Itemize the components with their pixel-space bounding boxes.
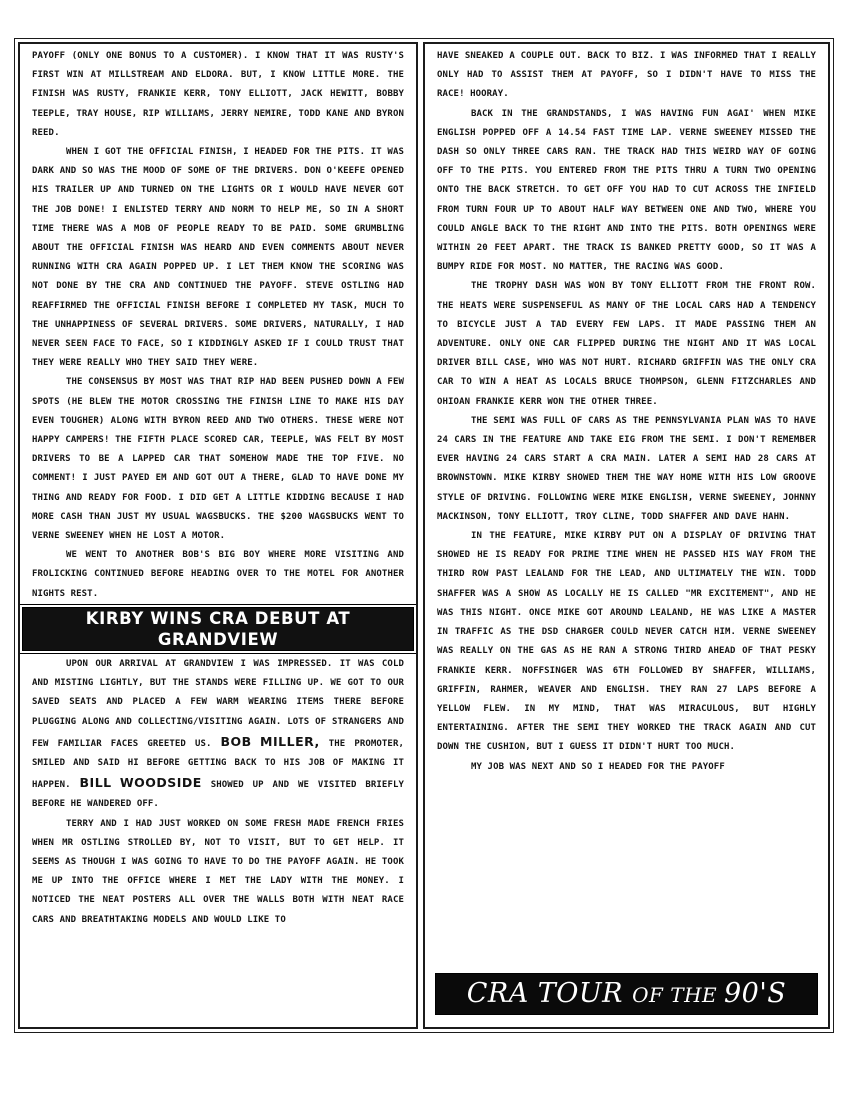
paragraph-consensus: THE CONSENSUS BY MOST WAS THAT RIP HAD BEEN PUSHED DOWN A FEW SPOTS (HE BLEW THE MOTOR CROSSING THE FINISH LINE TO MAKE HIS DAY EVEN TOUGHER) ALONG WITH BYRON REED AND TWO OTHERS. THESE WERE NOT HAPPY CAMPERS! THE FIFTH PLACE SCORED CAR, TEEPLE, WAS FELT BY MOST DRIVERS TO BE A LAPPED CAR THAT SOMEHOW MADE THE TOP FIVE. NO COMMENT! I JUST PAYED EM AND GOT OUT A THERE, GLAD TO HAVE DONE MY THING AND READY FOR FOOD. I DID GET A LITTLE KIDDING BECAUSE I HAD MORE CASH THAN JUST MY USUAL WAGSBUCKS. THE $200 WAGSBUCKS WENT TO VERNE SWEENEY WHEN HE LOST A MOTOR. xyxy=(32,377,404,542)
right-column xyxy=(423,42,830,1029)
visitor-name: BILL WOODSIDE xyxy=(79,775,202,791)
paragraph-semi: THE SEMI WAS FULL OF CARS AS THE PENNSYLVANIA PLAN WAS TO HAVE 24 CARS IN THE FEATURE AND TAKE EIG FROM THE SEMI. I DON'T REMEMBER EVER HAVING 24 CARS START A CRA MAIN. LATER A SEMI HAD 28 CARS AT BROWNSTOWN. MIKE KIRBY SHOWED THEM THE WAY HOME WITH HIS LOW GROOVE STYLE OF DRIVING. FOLLOWING WERE MIKE ENGLISH, VERNE SWEENEY, JOHNNY MACKINSON, TONY ELLIOTT, TROY CLINE, TODD SHAFFER AND DAVE HAHN. xyxy=(437,415,816,522)
promoter-name: BOB MILLER, xyxy=(220,733,320,749)
paragraph-trophy-dash: THE TROPHY DASH WAS WON BY TONY ELLIOTT FROM THE FRONT ROW. THE HEATS WERE SUSPENSEFUL AS MANY OF THE LOCAL CARS HAD A TENDENCY TO BICYCLE JUST A TAD EVERY FEW LAPS. IT MADE PASSING THEM AN ADVENTURE. ONLY ONE CAR FLIPPED DURING THE NIGHT AND IT WAS LOCAL DRIVER BILL CASE, WHO WAS NOT HURT. RICHARD GRIFFIN WAS THE ONLY CRA CAR TO WIN A HEAT AS LOCALS BRUCE THOMPSON, GLENN FITZCHARLES AND OHIOAN FRANKIE KERR WON THE OTHER THREE. xyxy=(437,281,816,407)
page-frame xyxy=(14,38,834,1033)
paragraph-payoff-finish: PAYOFF (ONLY ONE BONUS TO A CUSTOMER). I KNOW THAT IT WAS RUSTY'S FIRST WIN AT MILLSTREAM AND ELDORA. BUT, I KNOW LITTLE MORE. THE FINISH WAS RUSTY, FRANKIE KERR, TONY ELLIOTT, JACK HEWITT, BOBBY TEEPLE, TRAY HOUSE, RIP WILLIAMS, JERRY NEMIRE, TODD KANE AND BYRON REED. xyxy=(32,51,404,138)
banner-part-2: OF THE xyxy=(632,983,724,1007)
arrival-text-a: UPON OUR ARRIVAL AT GRANDVIEW I WAS IMPRESSED. IT WAS COLD AND MISTING LIGHTLY, BUT THE STANDS WERE FILLING UP. WE GOT TO OUR SAVED SEATS AND PLACED A FEW WARM WEARING ITEMS THERE BEFORE PLUGGING ALONG AND COLLECTING/VISITING AGAIN. LOTS OF STRANGERS AND FEW FAMILIAR FACES GREETED US. xyxy=(32,658,404,749)
paragraph-pits: WHEN I GOT THE OFFICIAL FINISH, I HEADED FOR THE PITS. IT WAS DARK AND SO WAS THE MOOD OF SOME OF THE DRIVERS. DON O'KEEFE OPENED HIS TRAILER UP AND TURNED ON THE LIGHTS OR I WOULD HAVE NEVER GOT THE JOB DONE! I ENLISTED TERRY AND NORM TO HELP ME, SO IN A SHORT TIME THERE WAS A MOB OF PEOPLE READY TO BE PAID. SOME GRUMBLING ABOUT THE OFFICIAL FINISH WAS HEARD AND EVEN COMMENTS ABOUT NEVER RUNNING WITH CRA AGAIN POPPED UP. I LET THEM KNOW THE SCORING WAS NOT DONE BY THE CRA AND CONTINUED THE PAYOFF. STEVE OSTLING HAD REAFFIRMED THE OFFICIAL FINISH BEFORE I COMPLETED MY TASK, MUCH TO THE UNHAPPINESS OF SEVERAL DRIVERS. SOME DRIVERS, NATURALLY, I HAD NEVER SEEN FACE TO FACE, SO I KIDDINGLY ASKED IF I COULD TRUST THAT THEY WERE REALLY WHO THEY SAID THEY WERE. xyxy=(32,147,404,369)
paragraph-french-fries: TERRY AND I HAD JUST WORKED ON SOME FRESH MADE FRENCH FRIES WHEN MR OSTLING STROLLED BY, NOT TO VISIT, BUT TO GET HELP. IT SEEMS AS THOUGH I WAS GOING TO HAVE TO DO THE PAYOFF AGAIN. HE TOOK ME UP INTO THE OFFICE WHERE I MET THE LADY WITH THE MONEY. I NOTICED THE NEAT POSTERS ALL OVER THE WALLS BOTH WITH NEAT RACE CARS AND BREATHTAKING MODELS AND WOULD LIKE TO xyxy=(32,818,404,925)
paragraph-arrival xyxy=(20,655,416,815)
section-headline: KIRBY WINS CRA DEBUT AT GRANDVIEW xyxy=(22,607,414,651)
paragraph-feature: IN THE FEATURE, MIKE KIRBY PUT ON A DISPLAY OF DRIVING THAT SHOWED HE IS READY FOR PRIME TIME WHEN HE PASSED HIS WAY FROM THE THIRD ROW PAST LEALAND FOR THE LEAD, AND ULTIMATELY THE WIN. TODD SHAFFER WAS A SHOW AS LOCALLY HE IS CALLED "MR EXCITEMENT", AND HE WAS THIS NIGHT. ONCE MIKE GOT AROUND LEALAND, HE WAS LIKE A MASTER IN TRAFFIC AS THE DSD CHARGER COULD NEVER CATCH HIM. VERNE SWEENEY WAS REALLY ON THE GAS AS HE RAN A STRONG THIRD AHEAD OF THAT PESKY FRANKIE KERR. NOFFSINGER WAS 6TH FOLLOWED BY SHAFFER, WILLIAMS, GRIFFIN, RAHMER, WEAVER AND ENGLISH. THEY RAN 27 LAPS BEFORE A YELLOW FLEW. IN MY MIND, THAT WAS MIRACULOUS, BUT HIGHLY ENTERTAINING. AFTER THE SEMI THEY WORKED THE TRACK AGAIN AND CUT DOWN THE CUSHION, BUT I GUESS IT DIDN'T HURT TOO MUCH. xyxy=(437,531,816,753)
paragraph-sneaked: HAVE SNEAKED A COUPLE OUT. BACK TO BIZ. I WAS INFORMED THAT I REALLY ONLY HAD TO ASSIST THEM AT PAYOFF, SO I DIDN'T HAVE TO MISS THE RACE! HOORAY. xyxy=(437,51,816,100)
tour-banner xyxy=(435,973,818,1015)
arrival-text-b: THE PROMOTER, SMILED AND SAID HI BEFORE GETTING BACK TO HIS JOB OF MAKING IT HAPPEN. xyxy=(32,738,404,791)
paragraph-grandstands: BACK IN THE GRANDSTANDS, I WAS HAVING FUN AGAI' WHEN MIKE ENGLISH POPPED OFF A 14.54 FAST TIME LAP. VERNE SWEENEY MISSED THE DASH SO ONLY THREE CARS RAN. THE TRACK HAD THIS WEIRD WAY OF GOING OFF TO THE PITS. YOU ENTERED FROM THE PITS THRU A TURN TWO OPENING ONTO THE BACK STRETCH. TO GET OFF YOU HAD TO CUT ACROSS THE INFIELD FROM TURN FOUR UP TO ABOUT HALF WAY BETWEEN ONE AND TWO, WHERE YOU COULD ANGLE BACK TO THE RIGHT AND INTO THE PITS. BOTH OPENINGS WERE WITHIN 20 FEET APART. THE TRACK IS BANKED PRETTY GOOD, SO IT WAS A BUMPY RIDE FOR MOST. NO MATTER, THE RACING WAS GOOD. xyxy=(437,108,816,273)
arrival-text-c: SHOWED UP AND WE VISITED BRIEFLY BEFORE HE WANDERED OFF. xyxy=(32,780,404,810)
banner-part-3: 90'S xyxy=(723,978,787,1009)
banner-part-1: CRA TOUR xyxy=(466,978,633,1009)
paragraph-big-boy: WE WENT TO ANOTHER BOB'S BIG BOY WHERE MORE VISITING AND FROLICKING CONTINUED BEFORE HEADING OVER TO THE MOTEL FOR ANOTHER NIGHTS REST. xyxy=(32,550,404,599)
left-column xyxy=(18,42,418,1029)
paragraph-my-job: MY JOB WAS NEXT AND SO I HEADED FOR THE PAYOFF xyxy=(471,761,725,772)
